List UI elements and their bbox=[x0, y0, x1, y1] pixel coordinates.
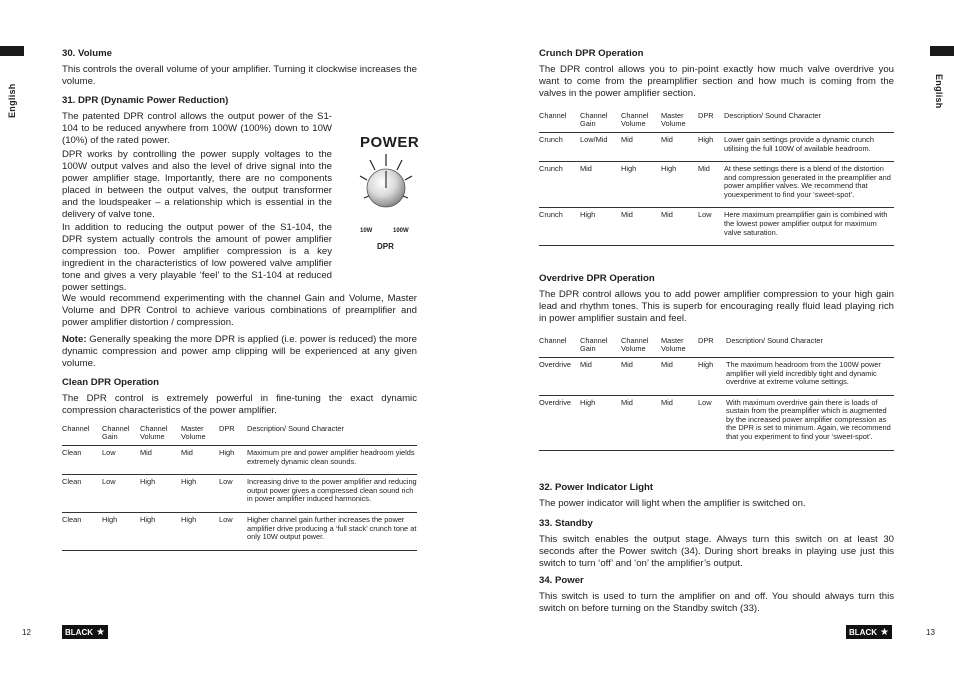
cell: High bbox=[140, 475, 181, 513]
cell: Clean bbox=[62, 475, 102, 513]
header-cell: Channel Volume bbox=[621, 112, 661, 133]
cell: Higher channel gain further increases the power amplifier drive producing a ‘full stack’ crunch tone at only 10W output power. bbox=[247, 512, 417, 550]
header-cell: DPR bbox=[698, 337, 726, 358]
header-cell: Channel Volume bbox=[621, 337, 661, 358]
cell: High bbox=[181, 512, 219, 550]
cell: Low bbox=[219, 475, 247, 513]
table-row bbox=[62, 475, 417, 513]
cell: Low bbox=[219, 512, 247, 550]
cell: Low bbox=[698, 395, 726, 450]
table-row bbox=[539, 132, 894, 161]
cell: High bbox=[698, 357, 726, 395]
dpr-knob-icon bbox=[356, 150, 420, 250]
cell: High bbox=[580, 395, 621, 450]
cell: Here maximum preamplifier gain is combined with the lowest power amplifier output for maximum valve saturation. bbox=[724, 208, 894, 246]
section-volume bbox=[62, 48, 417, 96]
cell: Increasing drive to the power amplifier and reducing output power gives a compressed clean sound rich in power amplifier induced harmonics. bbox=[247, 475, 417, 513]
section-body: This controls the overall volume of your amplifier. Turning it clockwise increases the volume. bbox=[62, 64, 417, 87]
header-cell: Description/ Sound Character bbox=[724, 112, 894, 133]
section-crunch-dpr bbox=[539, 48, 894, 246]
paragraph: In addition to reducing the output power of the S1-104, the DPR system actually controls the amount of power amplifier compression too. Power amplifier compression is a key ingredient in the characteristics of low powered valve amplifier tone and gives a very playable ‘feel’ to the S1-104 at reduced power settings. bbox=[62, 222, 332, 293]
star-icon: ★ bbox=[880, 626, 889, 638]
header-cell: Channel Volume bbox=[140, 425, 181, 446]
header-cell: Master Volume bbox=[661, 112, 698, 133]
page-number-right: 13 bbox=[926, 628, 935, 637]
section-body: The DPR control is extremely powerful in fine-tuning the exact dynamic compression characteristics of the power amplifier. bbox=[62, 393, 417, 416]
table-row bbox=[539, 162, 894, 208]
table-row bbox=[539, 208, 894, 246]
language-label-left: English bbox=[7, 83, 17, 118]
section-title: 32. Power Indicator Light bbox=[539, 482, 654, 493]
header-cell: Channel bbox=[539, 337, 580, 358]
section-body: The power indicator will light when the amplifier is switched on. bbox=[539, 498, 806, 509]
header-cell: DPR bbox=[698, 112, 724, 133]
cell: Mid bbox=[698, 162, 724, 208]
cell: Mid bbox=[580, 357, 621, 395]
paragraph: We would recommend experimenting with the channel Gain and Volume, Master Volume and DPR Control to achieve various combinations of preamplifier and power amplifier distortion / compression. bbox=[62, 293, 417, 328]
section-body: The DPR control allows you to pin-point exactly how much valve overdrive you want to come from the preamplifier section and how much is coming from the valves in the power amplifier section. bbox=[539, 64, 894, 99]
cell: Low/Mid bbox=[580, 132, 621, 161]
header-cell: Channel bbox=[62, 425, 102, 446]
logo-text: BLACK bbox=[65, 627, 93, 637]
cell: Mid bbox=[621, 395, 661, 450]
cell: Mid bbox=[661, 395, 698, 450]
cell: Crunch bbox=[539, 208, 580, 246]
table-row bbox=[539, 395, 894, 450]
cell: Mid bbox=[621, 132, 661, 161]
table-row bbox=[539, 357, 894, 395]
cell: With maximum overdrive gain there is loads of sustain from the preamplifier which is augmented by the increased power amplifier compression as the DPR is set to minimum. Again, we recommend that you experiment to find your ‘sweet-spot’. bbox=[726, 395, 894, 450]
knob-min-label: 10W bbox=[360, 228, 373, 234]
cell: Crunch bbox=[539, 162, 580, 208]
section-body: The DPR control allows you to add power amplifier compression to your high gain lead and rhythm tones. This is superb for encouraging really fluid lead playing rich in power amplifier sustain and feel. bbox=[539, 289, 894, 324]
section-body: This switch is used to turn the amplifier on and off. You should always turn this switch on before turning on the Standby switch (33). bbox=[539, 591, 894, 614]
note-paragraph bbox=[62, 334, 417, 370]
cell: High bbox=[580, 208, 621, 246]
note-body: Generally speaking the more DPR is applied (i.e. power is reduced) the more dynamic compression and power amp clipping will be experienced at any given volume. bbox=[62, 334, 417, 369]
section-title: Crunch DPR Operation bbox=[539, 48, 644, 59]
page-edge-tab-right bbox=[930, 46, 954, 56]
cell: High bbox=[102, 512, 140, 550]
header-cell: Channel Gain bbox=[580, 112, 621, 133]
cell: Clean bbox=[62, 512, 102, 550]
language-label-right: English bbox=[934, 74, 944, 109]
cell: High bbox=[698, 132, 724, 161]
page-number-left: 12 bbox=[22, 628, 31, 637]
cell: Low bbox=[102, 475, 140, 513]
knob-max-label: 100W bbox=[393, 228, 409, 234]
brand-logo-right bbox=[846, 625, 892, 639]
section-standby bbox=[539, 518, 894, 578]
table-row bbox=[62, 446, 417, 475]
cell: High bbox=[621, 162, 661, 208]
cell: Overdrive bbox=[539, 357, 580, 395]
cell: Lower gain settings provide a dynamic crunch utilising the full 100W of available headroom. bbox=[724, 132, 894, 161]
cell: Mid bbox=[580, 162, 621, 208]
header-cell: Description/ Sound Character bbox=[247, 425, 417, 446]
cell: High bbox=[661, 162, 698, 208]
cell: Mid bbox=[181, 446, 219, 475]
note-label: Note: bbox=[62, 334, 87, 345]
header-cell: Description/ Sound Character bbox=[726, 337, 894, 358]
cell: Mid bbox=[661, 208, 698, 246]
table-header-row bbox=[539, 337, 894, 358]
knob-caption: DPR bbox=[377, 242, 394, 251]
overdrive-settings-table bbox=[539, 337, 894, 451]
cell: At these settings there is a blend of the distortion and compression generated in the preamplifier and power amplifier valves. We recommend that youexperiment to find your ‘sweet-spot’. bbox=[724, 162, 894, 208]
cell: Mid bbox=[621, 357, 661, 395]
cell: Crunch bbox=[539, 132, 580, 161]
section-title: 30. Volume bbox=[62, 48, 112, 59]
section-body: This switch enables the output stage. Always turn this switch on at least 30 seconds after the Power switch (34). During short breaks in playing use just this switch to turn ‘off’ and ‘on’ the amplifier’s output. bbox=[539, 534, 894, 569]
cell: Low bbox=[102, 446, 140, 475]
cell: Mid bbox=[661, 357, 698, 395]
cell: High bbox=[219, 446, 247, 475]
header-cell: Master Volume bbox=[181, 425, 219, 446]
cell: High bbox=[181, 475, 219, 513]
table-header-row bbox=[539, 112, 894, 133]
cell: Maximum pre and power amplifier headroom yields extremely dynamic clean sounds. bbox=[247, 446, 417, 475]
section-title: 33. Standby bbox=[539, 518, 593, 529]
section-power bbox=[539, 575, 894, 623]
star-icon: ★ bbox=[96, 626, 105, 638]
clean-settings-table bbox=[62, 425, 417, 551]
cell: Mid bbox=[661, 132, 698, 161]
section-overdrive-dpr bbox=[539, 273, 894, 451]
header-cell: Master Volume bbox=[661, 337, 698, 358]
table-row bbox=[62, 512, 417, 550]
header-cell: Channel bbox=[539, 112, 580, 133]
header-cell: Channel Gain bbox=[102, 425, 140, 446]
crunch-settings-table bbox=[539, 112, 894, 247]
section-title: 34. Power bbox=[539, 575, 584, 586]
brand-logo-left bbox=[62, 625, 108, 639]
figure-title: POWER bbox=[360, 134, 420, 151]
section-power-indicator bbox=[539, 482, 894, 518]
cell: Mid bbox=[621, 208, 661, 246]
cell: High bbox=[140, 512, 181, 550]
page-edge-tab-left bbox=[0, 46, 24, 56]
cell: Low bbox=[698, 208, 724, 246]
header-cell: Channel Gain bbox=[580, 337, 621, 358]
paragraph: DPR works by controlling the power supply voltages to the 100W output valves and also the level of drive signal into the power amplifier stage. Importantly, there are no components placed in between the output valves, the output transformer and the loudspeaker – a relationship which is essential in the delivery of valve tone. bbox=[62, 149, 332, 220]
logo-text: BLACK bbox=[849, 627, 877, 637]
cell: Overdrive bbox=[539, 395, 580, 450]
cell: Clean bbox=[62, 446, 102, 475]
dpr-knob-figure bbox=[356, 134, 420, 254]
table-header-row bbox=[62, 425, 417, 446]
cell: Mid bbox=[140, 446, 181, 475]
paragraph: The patented DPR control allows the output power of the S1-104 to be reduced anywhere from 100W (100%) down to 10W (10%) of the rated power. bbox=[62, 111, 332, 146]
section-title: 31. DPR (Dynamic Power Reduction) bbox=[62, 95, 229, 106]
section-clean-dpr bbox=[62, 377, 417, 551]
section-title: Clean DPR Operation bbox=[62, 377, 160, 388]
cell: The maximum headroom from the 100W power amplifier will yield incredibly tight and dynamic overdrive at extreme volume settings. bbox=[726, 357, 894, 395]
section-title: Overdrive DPR Operation bbox=[539, 273, 655, 284]
header-cell: DPR bbox=[219, 425, 247, 446]
